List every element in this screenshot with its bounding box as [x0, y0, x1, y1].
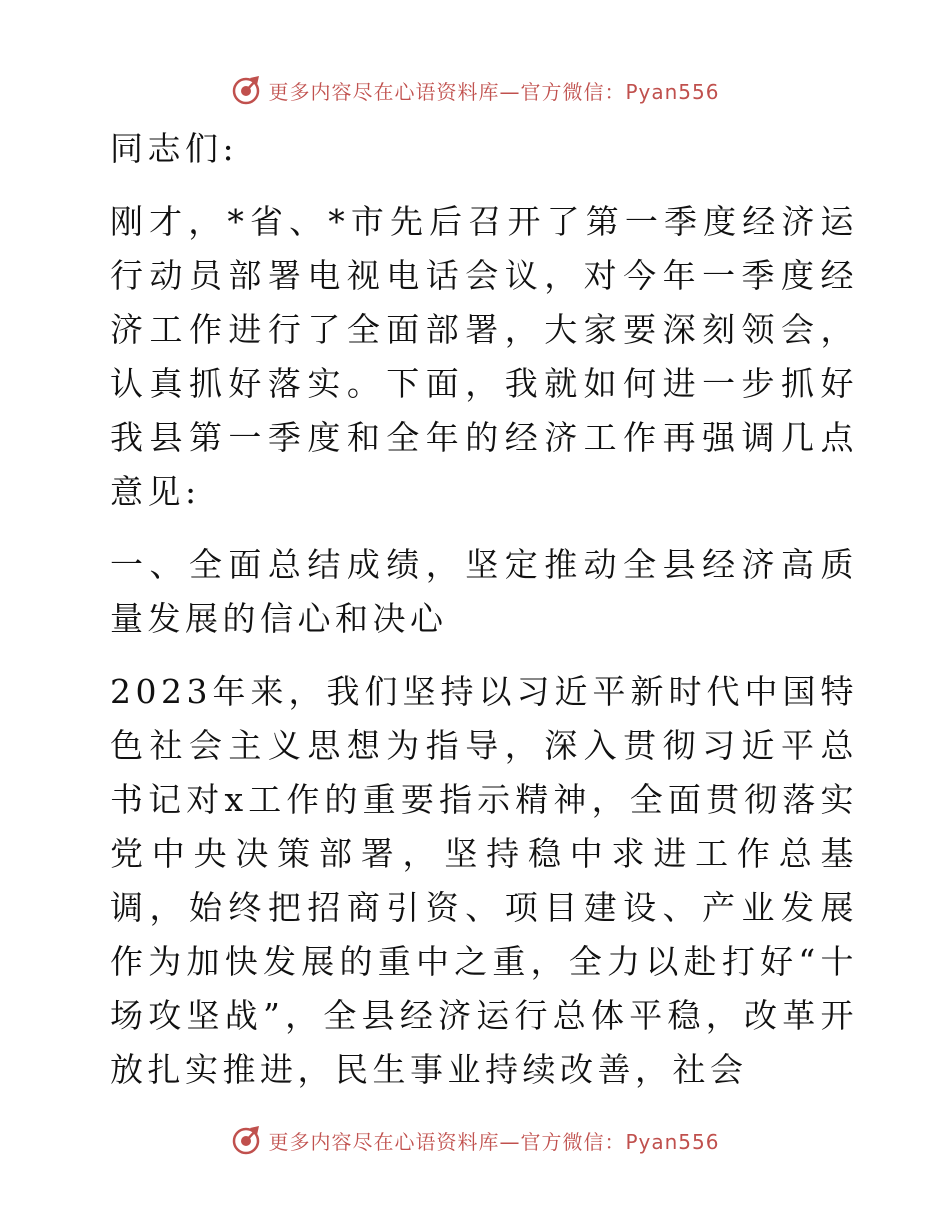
watermark-banner-bottom [0, 1120, 950, 1160]
logo-icon [230, 74, 262, 106]
watermark-text: 更多内容尽在心语资料库—官方微信：Pyan556 [268, 1129, 720, 1154]
paragraph-intro: 刚才，*省、*市先后召开了第一季度经济运行动员部署电视电话会议，对今年一季度经济工作进行了全面部署，大家要深刻领会，认真抓好落实。下面，我就如何进一步抓好我县第一季度和全年的经济工作再强调几点意见: [110, 202, 858, 511]
watermark-text: 更多内容尽在心语资料库—官方微信：Pyan556 [268, 79, 720, 104]
document-body [98, 122, 858, 1097]
watermark-banner-top [0, 70, 950, 110]
salutation: 同志们: [110, 129, 239, 168]
section-heading-1: 一、全面总结成绩，坚定推动全县经济高质量发展的信心和决心 [110, 545, 858, 638]
paragraph-body: 2023年来，我们坚持以习近平新时代中国特色社会主义思想为指导，深入贯彻习近平总书记对x工作的重要指示精神，全面贯彻落实党中央决策部署，坚持稳中求进工作总基调，始终把招商引资、项目建设、产业发展作为加快发展的重中之重，全力以赴打好“十场攻坚战”，全县经济运行总体平稳，改革开放扎实推进，民生事业持续改善，社会 [110, 672, 858, 1089]
logo-icon [230, 1124, 262, 1156]
